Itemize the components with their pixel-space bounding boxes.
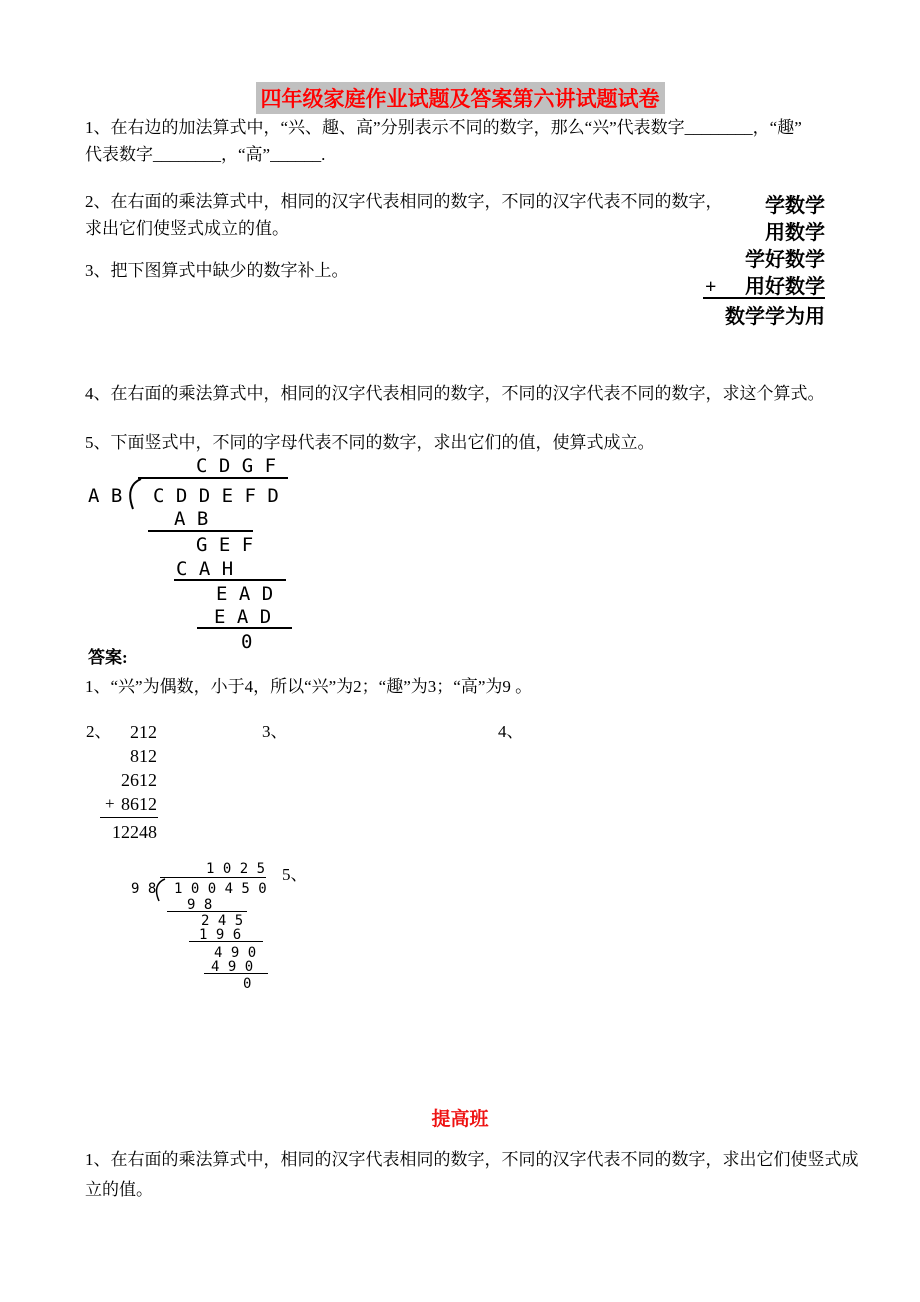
- division-step: 1 9 6: [199, 927, 242, 943]
- division-step-line: [167, 911, 247, 912]
- answer-4-label: 4、: [498, 722, 524, 741]
- hanzi-addition-sum-line: [703, 297, 825, 299]
- division-step-line: [197, 627, 292, 629]
- division-step: E A D: [216, 583, 274, 605]
- division-step: 4 9 0: [214, 945, 257, 961]
- section2-question-1-line-1: 1、在右面的乘法算式中，相同的汉字代表相同的数字，不同的汉字代表不同的数字，求出它们使竖式成: [85, 1150, 859, 1169]
- hanzi-addend: 用数学: [765, 222, 825, 244]
- question-2-line-1: 2、在右面的乘法算式中，相同的汉字代表相同的数字，不同的汉字代表不同的数字，: [85, 192, 723, 211]
- division-bracket-bar: [160, 877, 266, 878]
- section-heading: 提高班: [431, 1109, 489, 1130]
- hanzi-addend: 学数学: [765, 195, 825, 217]
- page-title-text: 四年级家庭作业试题及答案第六讲试题试卷: [256, 82, 665, 114]
- answer-2-label: 2、: [86, 722, 112, 741]
- question-1-line-2: 代表数字________，“高”______.: [85, 145, 326, 164]
- division-dividend: C D D E F D: [153, 485, 279, 507]
- page-title: [0, 82, 920, 114]
- division-step-line: [189, 941, 263, 942]
- hanzi-addition-problem: [703, 193, 825, 331]
- number-sum: 12248: [112, 822, 157, 842]
- division-step: A B: [174, 508, 209, 530]
- division-step: 4 9 0: [211, 959, 254, 975]
- hanzi-addend: 用好数学: [745, 276, 825, 298]
- division-remainder: 0: [241, 631, 253, 653]
- division-divisor: A B: [88, 485, 123, 507]
- division-quotient: C D G F: [196, 455, 277, 477]
- division-step: C A H: [176, 558, 234, 580]
- answer-1: 1、“兴”为偶数，小于4，所以“兴”为2；“趣”为3；“高”为9 。: [85, 677, 533, 696]
- division-step: G E F: [196, 534, 254, 556]
- hanzi-sum: 数学学为用: [725, 306, 825, 328]
- division-dividend: 1 0 0 4 5 0: [174, 881, 267, 897]
- question-5: 5、下面竖式中，不同的字母代表不同的数字，求出它们的值，使算式成立。: [85, 433, 655, 452]
- question-3: 3、把下图算式中缺少的数字补上。: [85, 261, 349, 280]
- answers-heading: 答案:: [88, 648, 128, 667]
- plus-sign: +: [705, 276, 717, 298]
- number-addition-sum-line: [100, 817, 158, 818]
- division-quotient: 1 0 2 5: [206, 861, 266, 877]
- division-divisor: 9 8: [131, 881, 157, 897]
- hanzi-addend: 学好数学: [745, 249, 825, 271]
- plus-sign: +: [105, 794, 115, 813]
- number-addend: 812: [130, 746, 157, 766]
- question-4: 4、在右面的乘法算式中，相同的汉字代表相同的数字，不同的汉字代表不同的数字，求这个算式。: [85, 384, 825, 403]
- number-addend: 212: [130, 722, 157, 742]
- division-step: 9 8: [187, 897, 213, 913]
- division-step: E A D: [214, 606, 272, 628]
- answer-5-label: 5、: [282, 865, 308, 884]
- division-bracket-curve: [122, 478, 142, 510]
- division-step-line: [174, 579, 286, 581]
- number-addition-problem: [97, 720, 157, 844]
- division-step: 2 4 5: [201, 913, 244, 929]
- division-remainder: 0: [243, 976, 252, 992]
- division-bracket-curve: [150, 878, 166, 902]
- question-1-line-1: 1、在右边的加法算式中，“兴、趣、高”分别表示不同的数字，那么“兴”代表数字________，“趣”: [85, 118, 802, 137]
- division-bracket-bar: [138, 477, 288, 479]
- division-step-line: [148, 530, 253, 532]
- number-addend: 8612: [121, 794, 157, 814]
- answer-3-label: 3、: [262, 722, 288, 741]
- division-step-line: [204, 973, 268, 974]
- question-2-line-2: 求出它们使竖式成立的值。: [85, 219, 289, 238]
- number-addend: 2612: [121, 770, 157, 790]
- section2-question-1-line-2: 立的值。: [85, 1180, 153, 1199]
